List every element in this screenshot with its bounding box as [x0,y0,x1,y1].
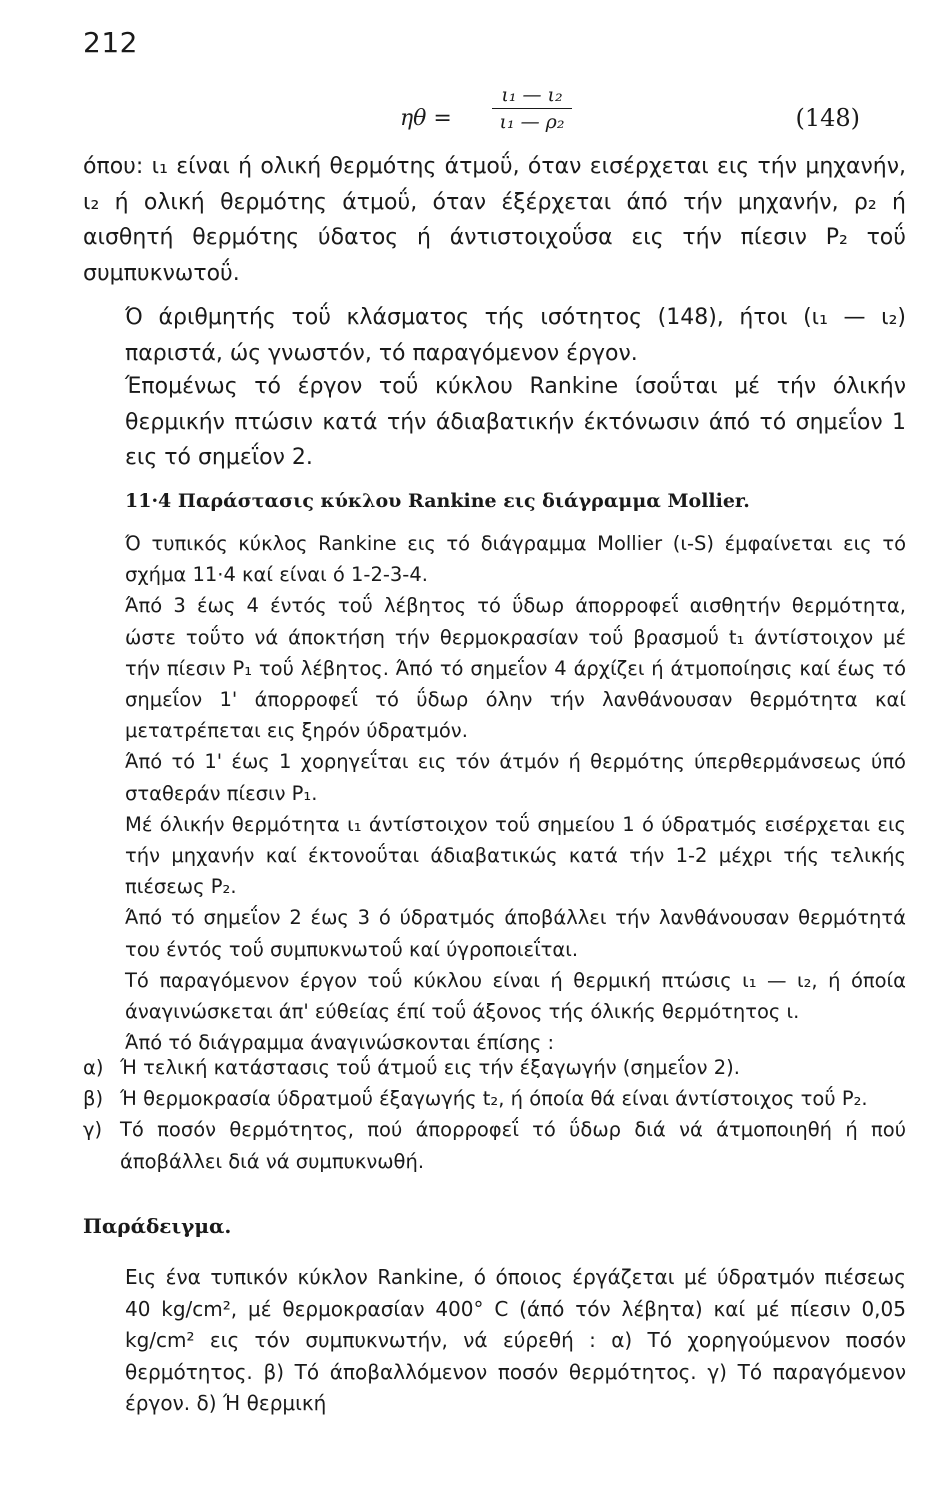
list-item-text: Ή θερμοκρασία ύδρατμοΰ έξαγωγής t₂, ή όποία θά είναι άντίστοιχος τοΰ P₂. [120,1087,868,1111]
list-item [83,1114,906,1176]
equation-lhs: ηθ = [400,106,452,131]
equation-numerator: ι₁ — ι₂ [492,84,572,109]
section-paragraph: Άπό τό διάγραμμα άναγινώσκονται έπίσης : [125,1031,555,1055]
example-paragraph: Εις ένα τυπικόν κύκλον Rankine, ό όποιος έργάζεται μέ ύδρατμόν πιέσεως 40 kg/cm², μέ θερμοκρασίαν 400° C (άπό τόν λέβητα) καί μέ πίεσιν 0,05 kg/cm² εις τόν συμπυκνωτήν, νά εύρεθή : α) Τό χορηγούμενον ποσόν θερμότητος. β) Τό άποβαλλόμενον ποσόν θερμότητος. γ) Τό παραγόμενον έργον. δ) Ή θερμική [125,1265,906,1415]
section-paragraph: Άπό τό σημεΐον 2 έως 3 ό ύδρατμός άποβάλλει τήν λανθάνουσαν θερμότητά του έντός τοΰ συμπυκνωτοΰ καί ύγροποιεΐται. [125,906,906,961]
list-item [83,1052,906,1083]
list-item-text: Ή τελική κατάστασις τοΰ άτμοΰ εις τήν έξαγωγήν (σημεΐον 2). [120,1056,740,1079]
intro-paragraph: όπου: ι₁ είναι ή ολική θερμότης άτμοΰ, όταν εισέρχεται εις τήν μηχανήν, ι₂ ή ολική θερμότης άτμοΰ, όταν έξέρχεται άπό τήν μηχανήν, ρ₂ ή αισθητή θερμότης ύδατος ή άντιστοιχοΰσα εις τήν πίεσιν P₂ τοΰ συμπυκνωτοΰ. [83,154,906,286]
equation-number: (148) [795,104,860,132]
numerator-paragraph: Ό άριθμητής τοΰ κλάσματος τής ισότητος (148), ήτοι (ι₁ — ι₂) παριστά, ώς γνωστόν, τό παραγόμενον έργον. [125,305,906,366]
example-heading: Παράδειγμα. [83,1214,232,1238]
equation-denominator: ι₁ — ρ₂ [499,111,565,133]
list-item-label: β) [83,1087,104,1111]
readings-list [83,1052,906,1177]
section-paragraph: Άπό τό 1' έως 1 χορηγεΐται εις τόν άτμόν ή θερμότης ύπερθερμάνσεως ύπό σταθεράν πίεσιν P₁. [125,750,906,805]
section-paragraph: Τό παραγόμενον έργον τοΰ κύκλου είναι ή θερμική πτώσις ι₁ — ι₂, ή όποία άναγινώσκεται άπ' εύθείας έπί τοΰ άξονος τής όλικής θερμότητος ι. [125,968,906,1024]
list-item-label: α) [83,1056,104,1079]
section-body [83,528,906,1058]
page-number: 212 [83,26,138,59]
list-item [83,1083,906,1114]
section-paragraph: Ό τυπικός κύκλος Rankine εις τό διάγραμμα Mollier (ι-S) έμφαίνεται εις τό σχήμα 11·4 καί είναι ό 1-2-3-4. [125,532,906,587]
section-paragraph: Μέ όλικήν θερμότητα ι₁ άντίστοιχον τοΰ σημείου 1 ό ύδρατμός εισέρχεται εις τήν μηχανήν καί έκτονοΰται άδιαβατικώς κατά τήν 1-2 μέχρι τής τελικής πιέσεως P₂. [125,812,906,899]
list-item-text: Τό ποσόν θερμότητος, πού άπορροφεΐ τό ΰδωρ διά νά άτμοποιηθή ή πού άποβάλλει διά νά συμπυκνωθή. [120,1118,906,1173]
equation-fraction [492,84,572,133]
rankine-work-paragraph: Έπομένως τό έργον τοΰ κύκλου Rankine ίσοΰται μέ τήν όλικήν θερμικήν πτώσιν κατά τήν άδιαβατικήν έκτόνωσιν άπό τό σημεΐον 1 εις τό σημεΐον 2. [125,374,906,470]
list-item-label: γ) [83,1118,103,1142]
efficiency-equation [400,84,860,154]
section-paragraph: Άπό 3 έως 4 έντός τοΰ λέβητος τό ΰδωρ άπορροφεΐ αισθητήν θερμότητα, ώστε τοΰτο νά άποκτήση τήν θερμοκρασίαν τοΰ βρασμοΰ t₁ άντίστοιχον μέ τήν πίεσιν P₁ τοΰ λέβητος. Άπό τό σημεΐον 4 άρχίζει ή άτμοποίησις καί έως τό σημεΐον 1' άπορροφεΐ τό ΰδωρ όλην τήν λανθάνουσαν θερμότητα καί μετατρέπεται εις ξηρόν ύδρατμόν. [125,594,906,743]
section-heading: 11·4 Παράστασις κύκλου Rankine εις διάγραμμα Mollier. [125,490,750,512]
